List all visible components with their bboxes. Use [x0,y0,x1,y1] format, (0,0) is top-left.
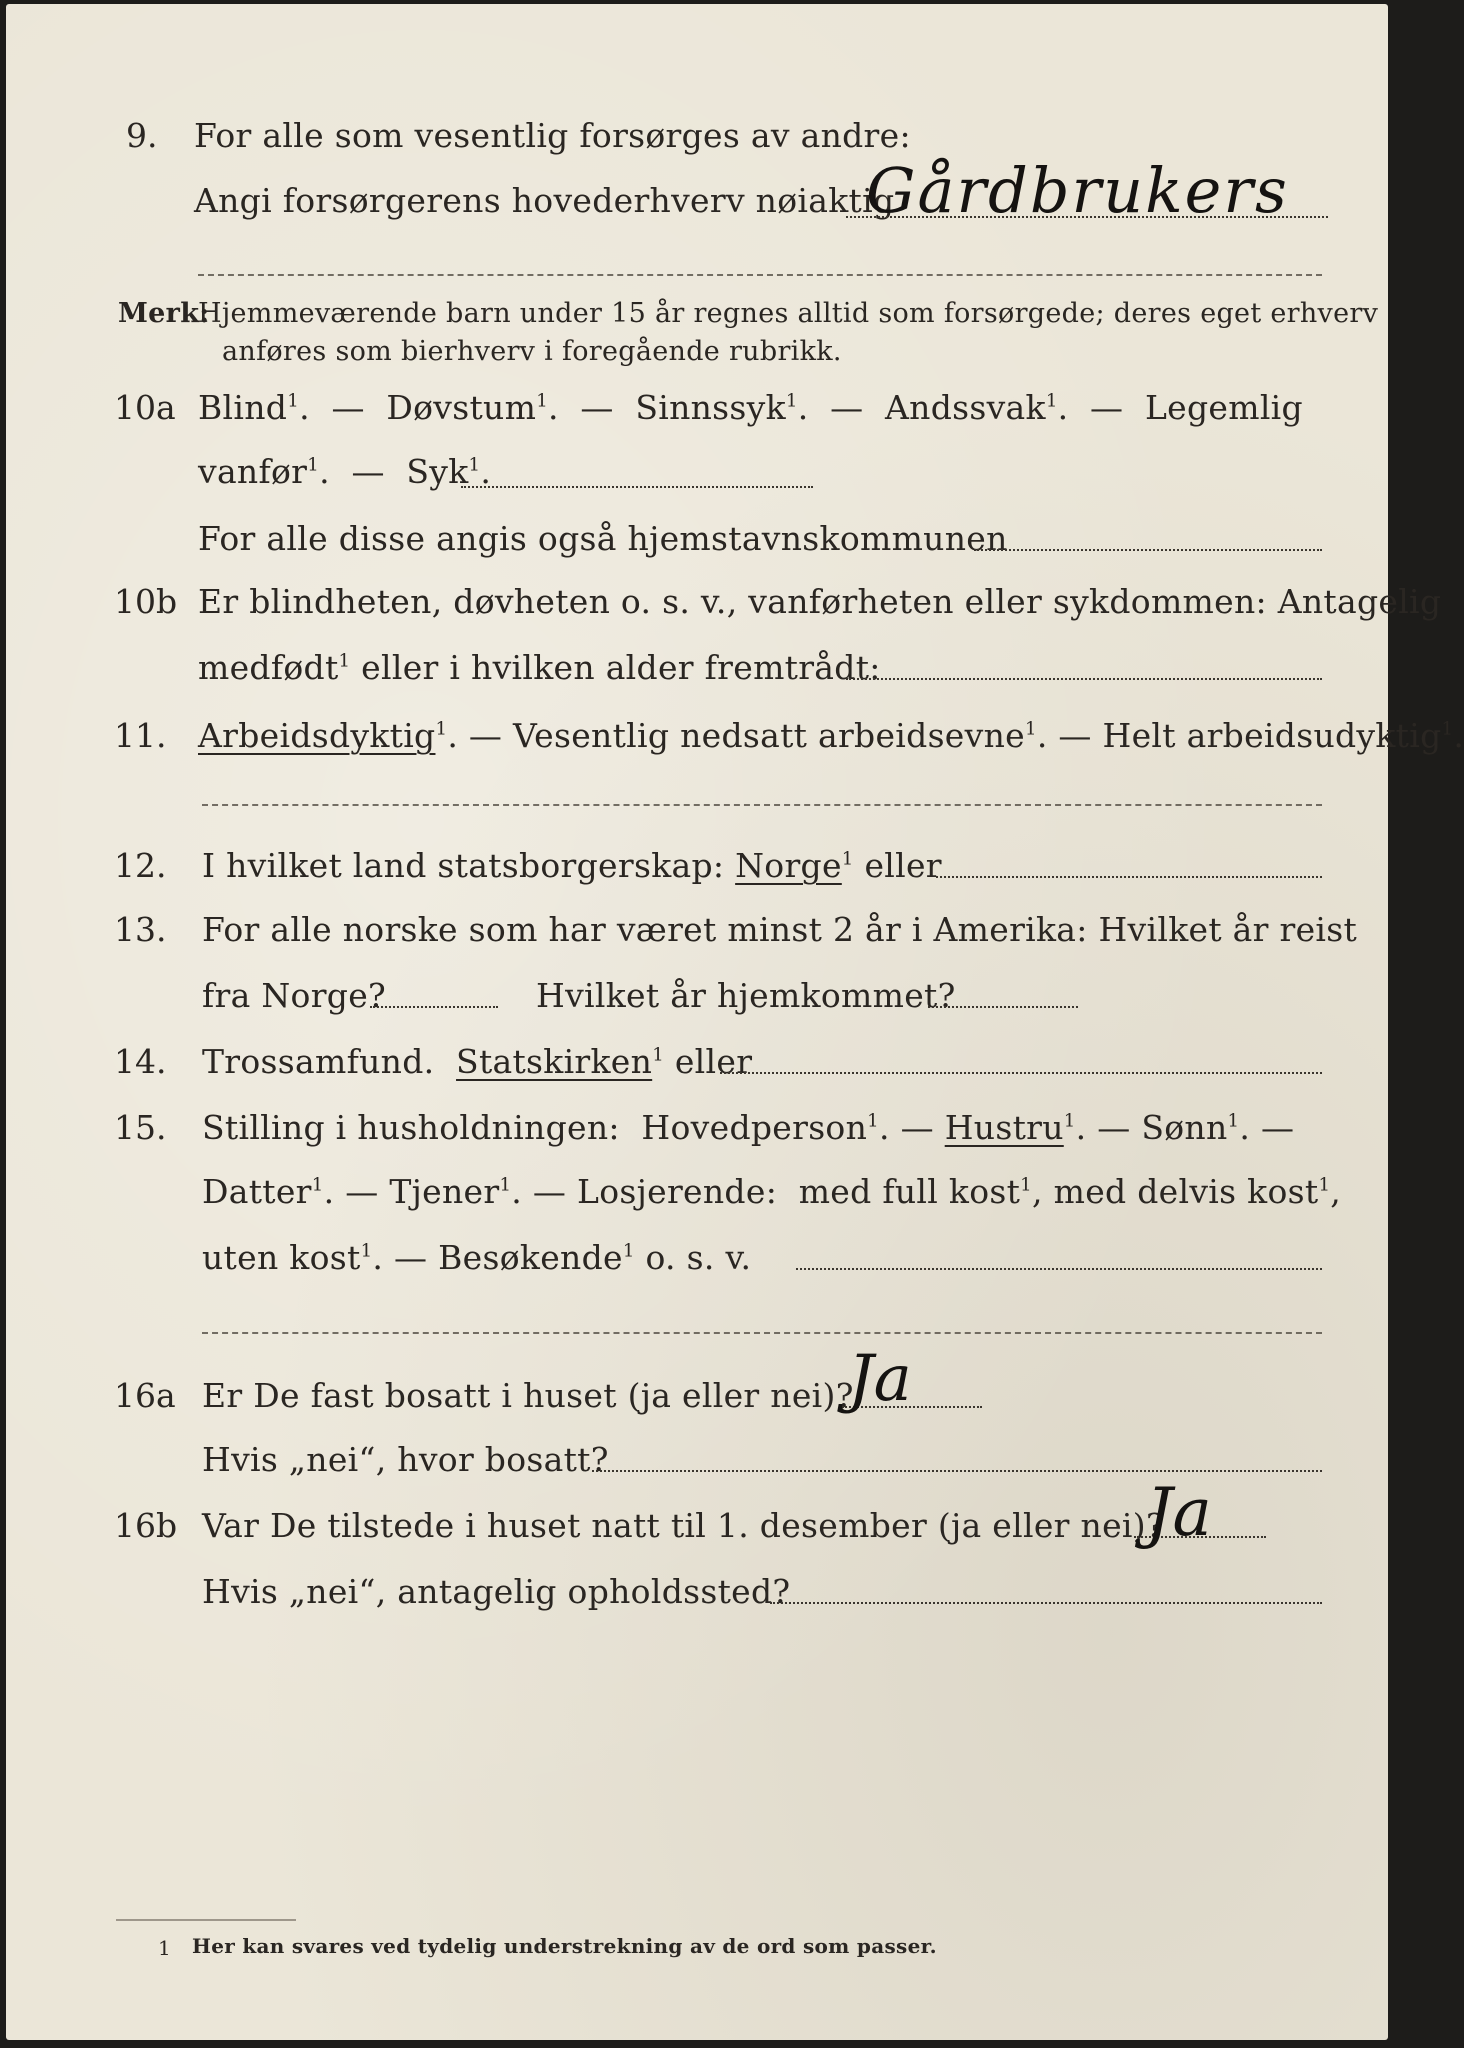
q14-number: 14. [114,1042,167,1081]
opt-vanfor: vanfør [198,452,308,491]
opt-statskirken-underlined: Statskirken [456,1042,653,1081]
footnote-rule [116,1919,296,1921]
q13-line1: For alle norske som har været minst 2 år i Amerika: Hvilket år reist [202,910,1358,949]
q9-line1: For alle som vesentlig forsørges av andre: [194,116,911,155]
opt-besokende: Besøkende [438,1238,623,1277]
q9-number: 9. [126,116,158,155]
q15-line3: uten kost$^1$. — Besøkende$^1$ o. s. v. [202,1238,752,1277]
q16a-line2: Hvis „nei“, hvor bosatt? [202,1440,609,1479]
opt-blind: Blind [198,388,288,427]
q15-blank [796,1268,1322,1270]
q10a-line1: Blind$^1$. — Døvstum$^1$. — Sinnssyk$^1$. — Andssvak$^1$. — Legemlig [198,388,1303,427]
q13-fra-norge: fra Norge? [202,976,387,1015]
opt-hustru-underlined: Hustru [944,1108,1064,1147]
opt-sonn: Sønn [1141,1108,1228,1147]
q10a-line2: vanfør$^1$. — Syk$^1$. [198,452,492,491]
q10a-line3-blank [974,549,1322,551]
q16a-number: 16a [114,1376,176,1415]
footnote-mark: 1 [158,1936,172,1960]
q16a-line1: Er De fast bosatt i huset (ja eller nei)? [202,1376,854,1415]
opt-medfodt: medfødt [198,648,339,687]
q9-handwritten-answer: Gårdbrukers [866,154,1289,227]
q10b-line2-blank [846,678,1322,680]
q12-line: I hvilket land statsborgerskap: Norge$^1$ eller [202,846,942,885]
opt-nedsatt: Vesentlig nedsatt arbeidsevne [513,716,1025,755]
q14-blank [720,1072,1322,1074]
q10a-line2-blank [461,486,813,488]
opt-med-delvis-kost: med delvis kost [1053,1172,1319,1211]
q15-line1: Stilling i husholdningen: Hovedperson$^1$. — Hustru$^1$. — Sønn$^1$. — [202,1108,1295,1147]
opt-sinnssyk: Sinnssyk [635,388,786,427]
q16b-line1: Var De tilstede i huset natt til 1. desember (ja eller nei)? [202,1506,1164,1545]
opt-norge-underlined: Norge [735,846,842,885]
q13-hjem-blank [928,1006,1078,1008]
merk-line2: anføres som bierhverv i foregående rubrikk. [222,336,842,367]
q13-fra-blank [370,1006,498,1008]
opt-hovedperson: Hovedperson [641,1108,868,1147]
q9-extra-line [198,274,1322,276]
q14-line: Trossamfund. Statskirken$^1$ eller [202,1042,753,1081]
q12-number: 12. [114,846,167,885]
opt-syk: Syk [406,452,469,491]
q10a-number: 10a [114,388,176,427]
census-form-page [6,4,1464,2040]
q9-line2: Angi forsørgerens hovederhverv nøiaktig [194,181,895,220]
q13-number: 13. [114,910,167,949]
opt-legemlig: Legemlig [1144,388,1303,427]
q11-extra-line [202,804,1322,806]
q10b-line1: Er blindheten, døvheten o. s. v., vanførheten eller sykdommen: Antagelig [198,582,1442,621]
opt-med-full-kost: med full kost [798,1172,1021,1211]
q11-line: Arbeidsdyktig$^1$. — Vesentlig nedsatt arbeidsevne$^1$. — Helt arbeidsudyktig$^1$. [198,716,1464,755]
opt-losjerende: Losjerende: [577,1172,778,1211]
q10b-line2: medfødt$^1$ eller i hvilken alder fremtrådt: [198,648,881,687]
q16b-number: 16b [114,1506,178,1545]
q16a-line2-blank [592,1470,1322,1472]
opt-datter: Datter [202,1172,312,1211]
opt-uten-kost: uten kost [202,1238,361,1277]
q15-extra-line [202,1332,1322,1334]
q10b-number: 10b [114,582,178,621]
opt-dovstum: Døvstum [386,388,537,427]
footnote-text: Her kan svares ved tydelig understrekning av de ord som passer. [192,1934,937,1958]
opt-udyktig: Helt arbeidsudyktig [1102,716,1442,755]
merk-label: Merk: [118,298,210,329]
q13-hjemkommet: Hvilket år hjemkommet? [536,976,956,1015]
q16b-line2: Hvis „nei“, antagelig opholdssted? [202,1572,791,1611]
opt-andssvak: Andssvak [885,388,1046,427]
q15-number: 15. [114,1108,167,1147]
q11-number: 11. [114,716,167,755]
q12-blank [936,876,1322,878]
opt-arbeidsdyktig-underlined: Arbeidsdyktig [198,716,436,755]
q15-line2: Datter$^1$. — Tjener$^1$. — Losjerende: med full kost$^1$, med delvis kost$^1$, [202,1172,1342,1211]
q16a-handwritten-answer: Ja [848,1342,912,1416]
merk-line1: Hjemmeværende barn under 15 år regnes alltid som forsørgede; deres eget erhverv [198,298,1379,329]
q16b-line2-blank [770,1602,1322,1604]
q10a-line3: For alle disse angis også hjemstavnskommunen [198,519,1008,558]
q16b-handwritten-answer: Ja [1146,1474,1212,1551]
opt-tjener: Tjener [389,1172,500,1211]
